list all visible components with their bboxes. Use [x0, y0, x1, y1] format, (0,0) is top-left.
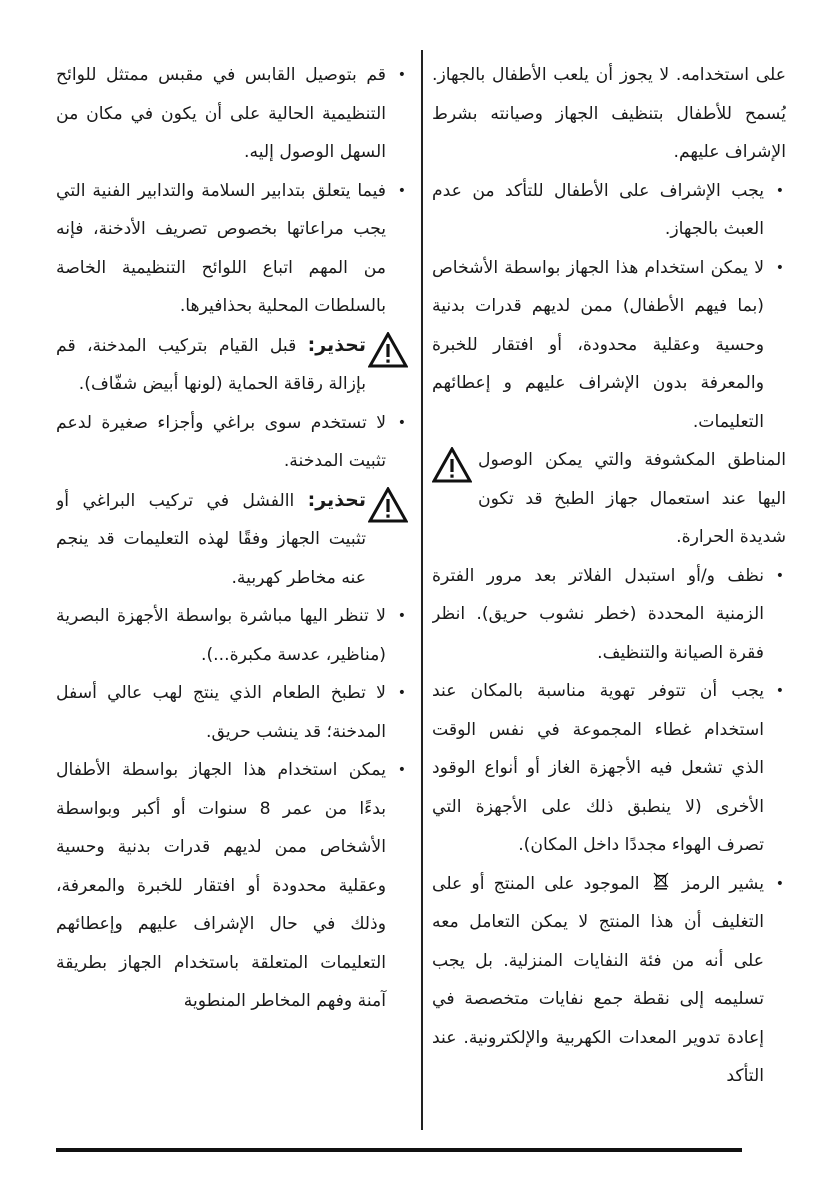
bullet-item: [56, 172, 408, 326]
intro-paragraph: على استخدامه. لا يجوز أن يلعب الأطفال بالجهاز. يُسمح للأطفال بتنظيف الجهاز وصيانته بشرط الإشراف عليهم.: [432, 65, 786, 162]
bullet-item: [56, 751, 408, 1021]
warning-text: االفشل في تركيب البراغي أو تثبيت الجهاز وفقًا لهذه التعليمات قد ينجم عنه مخاطر كهربية.: [56, 490, 366, 588]
footer-rule: [56, 1148, 742, 1152]
column-divider: [421, 50, 423, 1130]
hot-surface-warning: [432, 441, 786, 557]
bullet-text: قم بتوصيل القابس في مقبس ممتثل للوائح التنظيمية الحالية على أن يكون في مكان من السهل الوصول إليه.: [56, 65, 386, 162]
bullet-item: [432, 172, 786, 249]
bullet-text: لا تستخدم سوى براغي وأجزاء صغيرة لدعم تثبيت المدخنة.: [56, 412, 386, 471]
bullet-dot: •: [397, 608, 406, 624]
left-column: [56, 56, 408, 1136]
warning-text: قبل القيام بتركيب المدخنة، قم بإزالة رقاقة الحماية (لونها أبيض شفّاف).: [56, 335, 366, 394]
bullet-dot: •: [397, 762, 406, 778]
bullet-dot: •: [775, 683, 784, 699]
bullet-text: فيما يتعلق بتدابير السلامة والتدابير الفنية التي يجب مراعاتها بخصوص تصريف الأدخنة، فإنه من المهم اتباع اللوائح التنظيمية الخاصة بالسلطات المحلية بحذافيرها.: [56, 180, 386, 316]
bullet-dot: •: [775, 259, 784, 276]
bullet-text: يجب الإشراف على الأطفال للتأكد من عدم العبث بالجهاز.: [432, 180, 764, 239]
bullet-text: يمكن استخدام هذا الجهاز بواسطة الأطفال بدءًا من عمر 8 سنوات أو أكبر وبواسطة الأشخاص ممن لديهم قدرات بدنية وحسية وعقلية محدودة أو افتقار للخبرة والمعرفة، وذلك في حال الإشراف عليهم وإعطائهم التعليمات المتعلقة باستخدام الجهاز بطريقة آمنة وفهم المخاطر المنطوية: [56, 760, 386, 1011]
bullet-text-part-2: الموجود على المنتج أو على التغليف أن هذا المنتج لا يمكن التعامل معه على أنه من فئة النفايات المنزلية. بل يجب تسليمه إلى نقطة جمع نفايات متخصصة في إعادة تدوير المعدات الكهربية والإلكترونية. عند التأكد: [432, 873, 764, 1086]
bullet-text: لا تنظر اليها مباشرة بواسطة الأجهزة البصرية (مناظير، عدسة مكبرة...).: [56, 606, 386, 665]
bullet-item: [56, 674, 408, 751]
bullet-item: [56, 56, 408, 172]
bullet-item: [432, 865, 786, 1096]
screws-warning: [56, 481, 408, 598]
bullet-dot: •: [397, 182, 406, 199]
bullet-item: [432, 249, 786, 442]
bullet-dot: •: [397, 414, 406, 431]
bullet-text: نظف و/أو استبدل الفلاتر بعد مرور الفترة الزمنية المحددة (خطر نشوب حريق). انظر فقرة الصيانة والتنظيف.: [432, 565, 764, 663]
bullet-item: [432, 672, 786, 865]
chimney-film-warning: [56, 326, 408, 404]
bullet-dot: •: [775, 567, 784, 584]
bullet-dot: •: [775, 875, 784, 892]
bullet-item: [56, 404, 408, 481]
bullet-item: [56, 597, 408, 674]
bullet-dot: •: [397, 685, 406, 701]
bullet-dot: •: [397, 67, 406, 83]
bullet-text: يجب أن تتوفر تهوية مناسبة بالمكان عند استخدام غطاء المجموعة في نفس الوقت الذي تشعل فيه الأجهزة الغاز أو أنواع الوقود الأخرى (لا ينطبق ذلك على الأجهزة التي تصرف الهواء مجددًا داخل المكان).: [432, 681, 764, 855]
warning-triangle-icon: [368, 487, 408, 523]
warning-label: تحذير:: [307, 333, 366, 356]
bullet-text: لا يمكن استخدام هذا الجهاز بواسطة الأشخاص (بما فيهم الأطفال) ممن لديهم قدرات بدنية وحسية وعقلية محدودة، أو افتقار للخبرة والمعرفة بدون الإشراف عليهم و إعطائهم التعليمات.: [432, 257, 764, 432]
warning-text: المناطق المكشوفة والتي يمكن الوصول اليها عند استعمال جهاز الطبخ قد تكون شديدة الحرارة.: [478, 450, 786, 547]
crossed-out-wheelie-bin-icon: [653, 872, 669, 890]
bullet-dot: •: [775, 182, 784, 199]
warning-triangle-icon: [432, 447, 472, 483]
warning-triangle-icon: [368, 332, 408, 368]
bullet-item: [432, 557, 786, 673]
bullet-text-part-1: يشير الرمز: [681, 873, 765, 894]
bullet-text: لا تطبخ الطعام الذي ينتج لهب عالي أسفل المدخنة؛ قد ينشب حريق.: [56, 683, 386, 742]
right-column: [432, 56, 786, 1136]
warning-label: تحذير:: [307, 488, 366, 511]
